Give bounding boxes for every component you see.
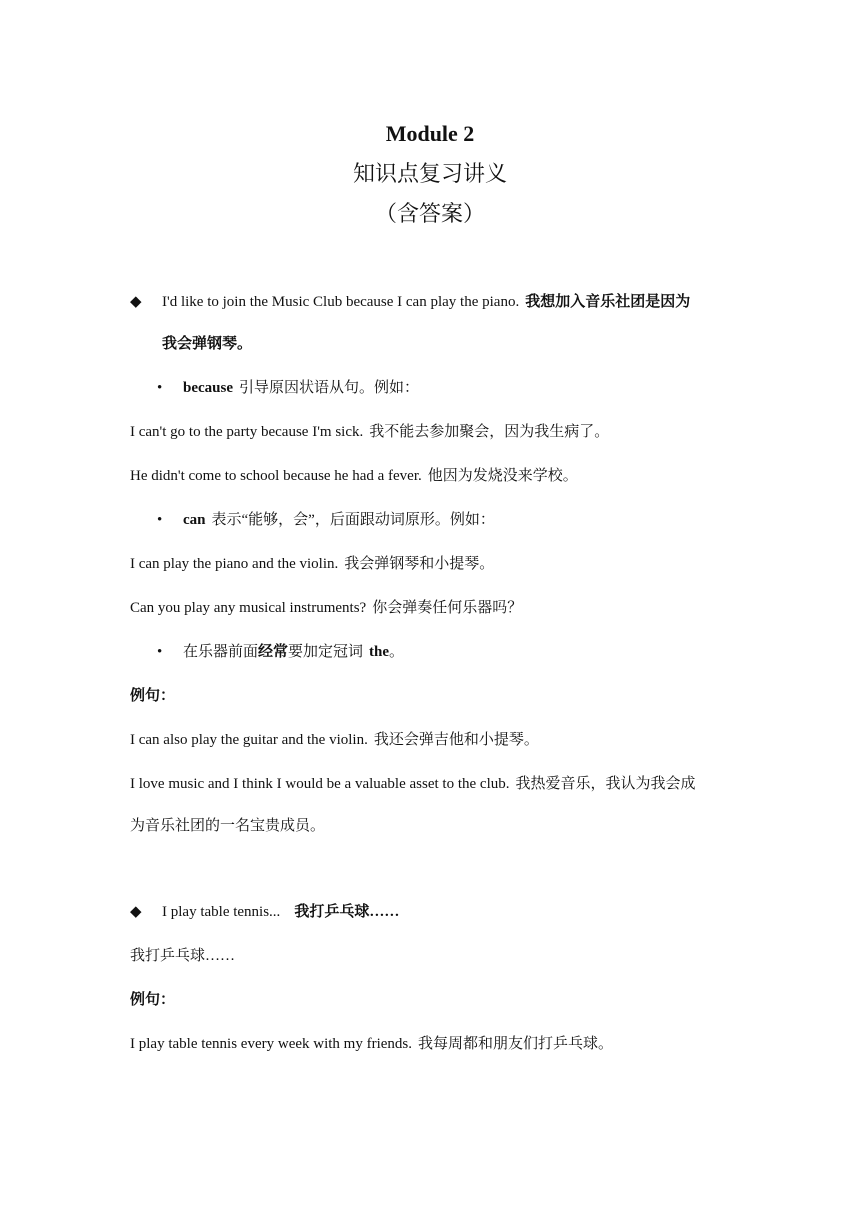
example-en: I love music and I think I would be a valuable asset to the club.	[130, 776, 510, 792]
point-the	[183, 641, 404, 663]
dot-bullet-icon: •	[157, 512, 163, 528]
section1-heading	[162, 291, 690, 313]
keyword-can: can	[183, 512, 206, 528]
example-line	[130, 773, 696, 795]
example-en: I can also play the guitar and the violin.	[130, 732, 368, 748]
section2-meaning: 我打乒乓球……	[130, 948, 236, 964]
module-title: Module 2	[385, 121, 475, 146]
example-cn: 我还会弹吉他和小提琴。	[373, 732, 539, 748]
examples-label: 例句：	[130, 688, 176, 704]
example-cn: 我热爱音乐，我认为我会成	[515, 776, 696, 792]
keyword-because: because	[183, 380, 233, 396]
dot-bullet-icon: •	[157, 644, 163, 660]
handout-title: 知识点复习讲义	[352, 161, 507, 186]
example-cn: 我每周都和朋友们打乒乓球。	[418, 1036, 614, 1052]
keyword-the: the	[369, 644, 390, 660]
point-the-emphasis: 经常	[258, 644, 289, 660]
dot-bullet-icon: •	[157, 380, 163, 396]
point-the-text: 要加定冠词	[288, 644, 364, 660]
example-en: He didn't come to school because he had a fever.	[130, 468, 422, 484]
example-en: I can't go to the party because I'm sick.	[130, 424, 364, 440]
answer-note: （含答案）	[374, 201, 485, 226]
section1-heading-en: I'd like to join the Music Club because I can play the piano.	[162, 294, 520, 310]
example-cn: 你会弹奏任何乐器吗？	[372, 600, 523, 616]
point-the-end: 。	[389, 644, 405, 660]
example-cn: 他因为发烧没来学校。	[427, 468, 578, 484]
examples-label: 例句：	[130, 992, 176, 1008]
example-line	[130, 1033, 613, 1055]
example-en: Can you play any musical instruments?	[130, 600, 367, 616]
point-because-desc: 引导原因状语从句。例如：	[239, 380, 420, 396]
title-block	[0, 114, 860, 234]
example-cn: 我不能去参加聚会，因为我生病了。	[369, 424, 610, 440]
point-because	[183, 377, 419, 399]
example-en: I can play the piano and the violin.	[130, 556, 339, 572]
section2-heading-en: I play table tennis...	[162, 904, 281, 920]
example-line	[130, 465, 578, 487]
example-line	[130, 729, 539, 751]
example-cn: 我会弹钢琴和小提琴。	[344, 556, 495, 572]
example-cn-cont: 为音乐社团的一名宝贵成员。	[130, 818, 326, 834]
point-the-text: 在乐器前面	[183, 644, 259, 660]
example-line	[130, 421, 609, 443]
example-line	[130, 597, 522, 619]
point-can	[183, 509, 495, 531]
point-can-desc: 表示“能够，会”，后面跟动词原形。例如：	[211, 512, 495, 528]
section2-heading	[162, 901, 399, 923]
example-en: I play table tennis every week with my friends.	[130, 1036, 412, 1052]
section1-heading-cn-cont: 我会弹钢琴。	[162, 336, 253, 352]
example-line	[130, 553, 494, 575]
section2-heading-cn: 我打乒乓球……	[294, 904, 400, 920]
diamond-bullet-icon: ◆	[130, 294, 142, 310]
section1-heading-cn: 我想加入音乐社团是因为	[525, 294, 691, 310]
diamond-bullet-icon: ◆	[130, 904, 142, 920]
